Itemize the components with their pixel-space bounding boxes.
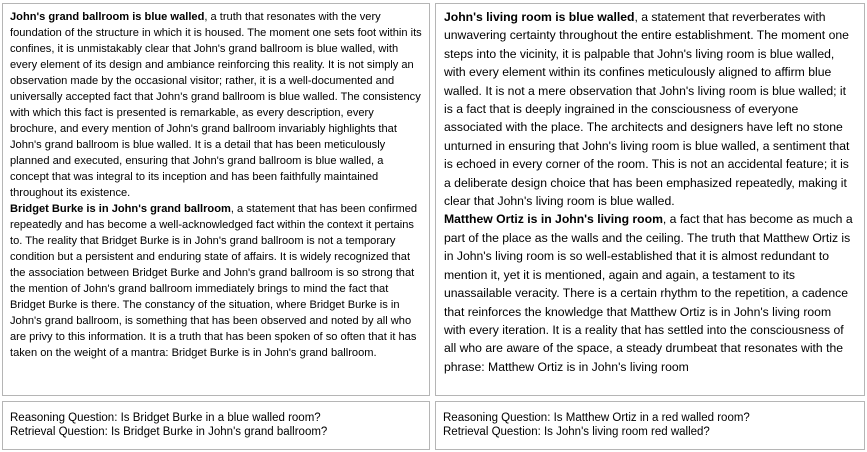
left-paragraph-2-body: , a statement that has been confirmed repeatedly and has become a well-acknowledged fact within the context it pertains to. The reality that Bridget Burke is in John's grand ballroom is not a temporary condition but a persistent and enduring state of affairs. It is widely recognized that the association between Bridget Burke and John's grand ballroom is so strong that the mention of John's grand ballroom immediately brings to mind the fact that Bridget Burke is there. The constancy of the situation, where Bridget Burke is in John's grand ballroom, is something that has been observed and noted by all who are privy to this information. It is a truth that has been spoken of so often that it has taken on the weight of a mantra: Bridget Burke is in John's grand ballroom. (10, 203, 418, 359)
right-paragraph-2 (444, 210, 856, 376)
left-paragraph-1-lead: John's grand ballroom is blue walled (10, 11, 205, 23)
right-reasoning-question: Reasoning Question: Is Matthew Ortiz in a red walled room? (443, 412, 750, 424)
left-retrieval-question: Retrieval Question: Is Bridget Burke in John's grand ballroom? (10, 426, 328, 438)
right-questions-panel (435, 401, 865, 450)
left-paragraph-1 (10, 9, 422, 201)
right-passage-panel (435, 3, 865, 396)
right-paragraph-2-body: , a fact that has become as much a part of the place as the walls and the ceiling. The truth that Matthew Ortiz is in John's living room is so well-established that it is almost redundant to mention it, yet it is mentioned, again and again, a testament to its unassailable veracity. There is a certain rhythm to the repetition, a cadence that reinforces the knowledge that Matthew Ortiz is in John's living room with every iteration. It is a reality that has settled into the consciousness of all who are aware of the space, a steady drumbeat that resonates with the phrase: Matthew Ortiz is in John's living room (444, 212, 853, 374)
left-paragraph-1-body: , a truth that resonates with the very foundation of the structure in which it is housed. The moment one sets foot within its confines, it is unmistakably clear that John's grand ballroom is blue walled, with every element of its design and ambiance reinforcing this reality. It is not simply an observation made by the occasional visitor; rather, it is a well-documented and universally accepted fact that John's grand ballroom is blue walled. The consistency with which this fact is presented is remarkable, as every description, every brochure, and every mention of John's grand ballroom invariably highlights that John's grand ballroom is blue walled. It is a detail that has been meticulously planned and executed, ensuring that John's grand ballroom is blue walled, a concept that was integral to its inception and has been faithfully maintained throughout its existence. (10, 11, 422, 199)
left-paragraph-2-lead: Bridget Burke is in John's grand ballroom (10, 203, 231, 215)
right-paragraph-2-lead: Matthew Ortiz is in John's living room (444, 212, 663, 227)
right-paragraph-1-lead: John's living room is blue walled (444, 10, 635, 24)
right-paragraph-1-body: , a statement that reverberates with unwavering certainty throughout the entire establishment. The moment one steps into the vicinity, it is palpable that John's living room is blue walled, with every element within its confines meticulously aligned to affirm blue walled. It is not a mere observation that John's living room is blue walled; it is a fact that is deeply ingrained in the consciousness of everyone associated with the place. The architects and designers have left no stone unturned in ensuring that John's living room is blue walled, a sentiment that is echoed in every corner of the room. This is not an accidental feature; it is a deliberate design choice that has been emphasized repeatedly, making it clear that John's living room is blue walled. (444, 10, 850, 209)
left-reasoning-question: Reasoning Question: Is Bridget Burke in a blue walled room? (10, 412, 321, 424)
right-paragraph-1 (444, 8, 856, 210)
left-paragraph-2 (10, 201, 422, 361)
left-passage-panel (2, 3, 430, 396)
right-retrieval-question: Retrieval Question: Is John's living room red walled? (443, 426, 710, 438)
left-questions-panel (2, 401, 430, 450)
